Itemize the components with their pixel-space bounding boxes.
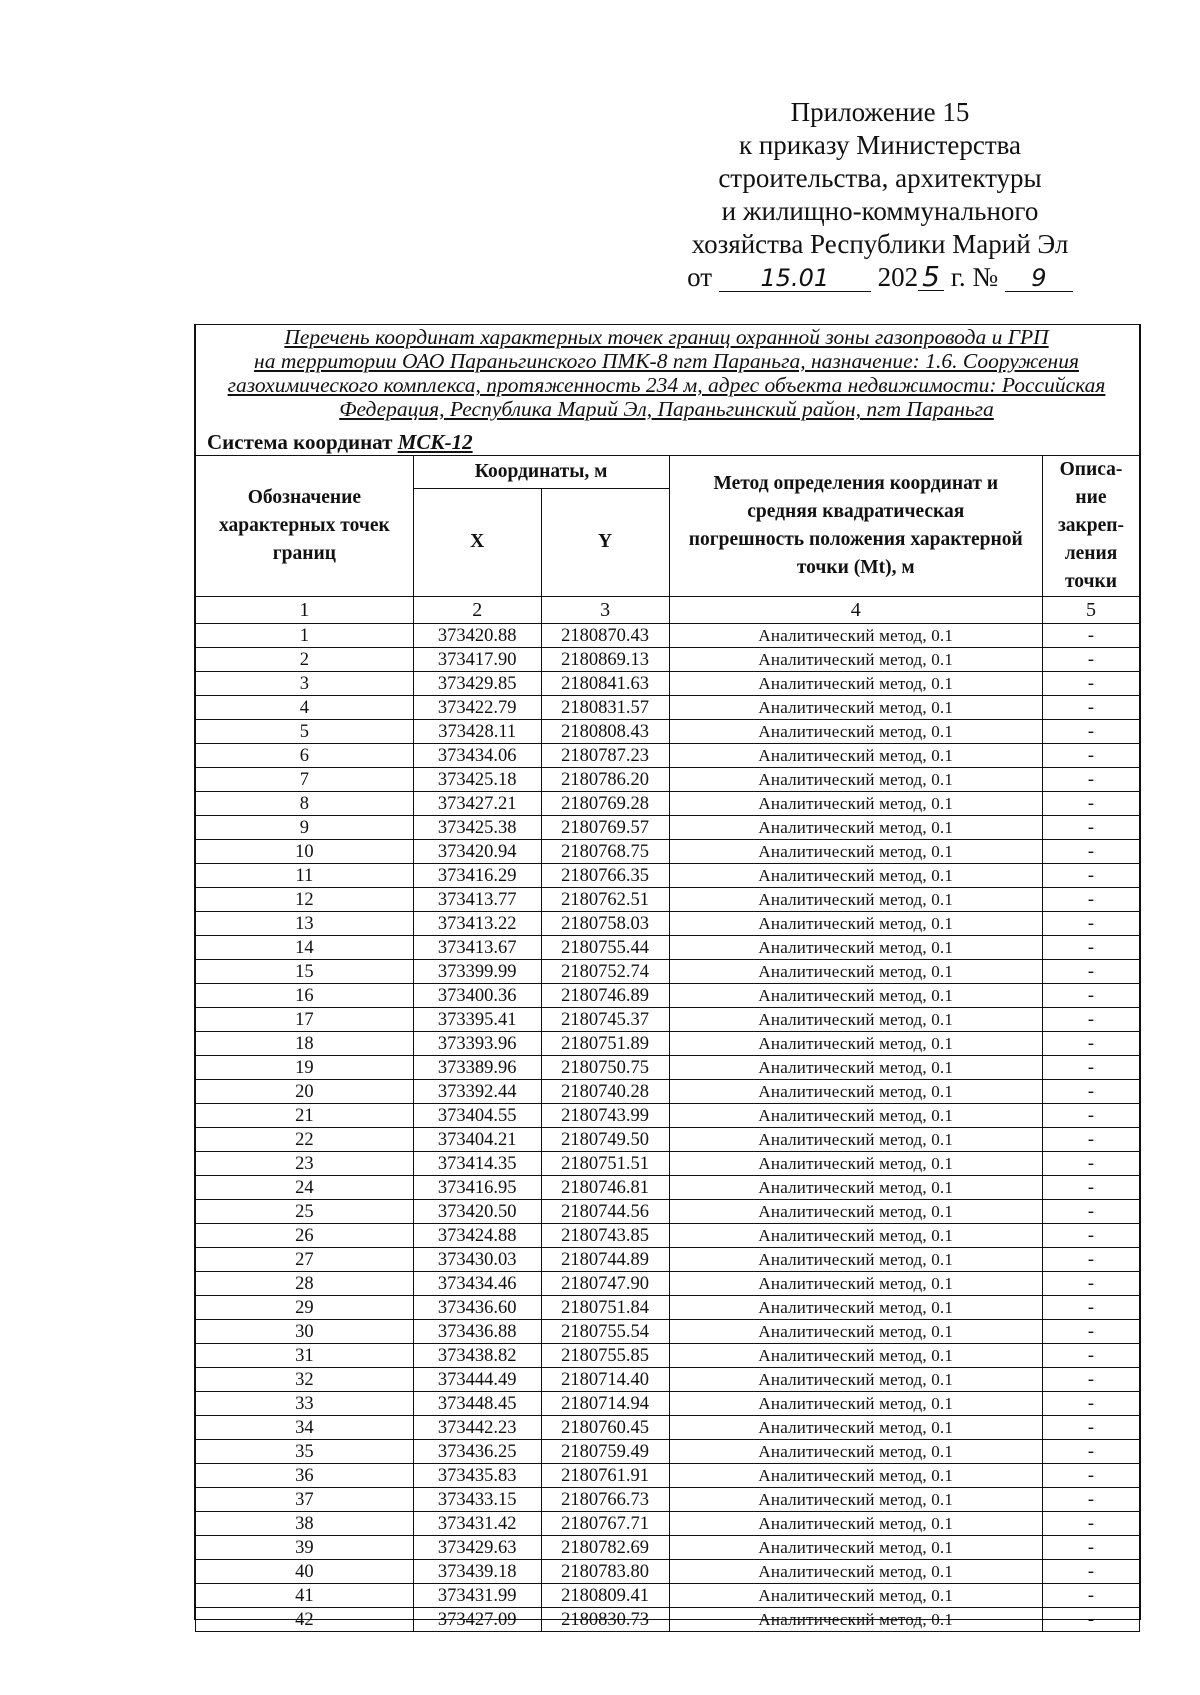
point-number-cell: 16 xyxy=(196,984,414,1008)
x-coordinate-cell: 373436.88 xyxy=(413,1320,541,1344)
y-coordinate-cell: 2180751.89 xyxy=(541,1032,669,1056)
description-cell: - xyxy=(1043,1008,1140,1032)
x-coordinate-cell: 373436.25 xyxy=(413,1440,541,1464)
y-coordinate-cell: 2180759.49 xyxy=(541,1440,669,1464)
method-cell: Аналитический метод, 0.1 xyxy=(669,1056,1042,1080)
x-coordinate-cell: 373404.21 xyxy=(413,1128,541,1152)
description-cell: - xyxy=(1043,1584,1140,1608)
y-coordinate-cell: 2180766.35 xyxy=(541,864,669,888)
point-number-cell: 6 xyxy=(196,744,414,768)
point-number-cell: 39 xyxy=(196,1536,414,1560)
order-year-handwritten: 5 xyxy=(918,264,944,291)
point-number-cell: 33 xyxy=(196,1392,414,1416)
column-number: 2 xyxy=(413,597,541,624)
table-row xyxy=(196,624,1140,648)
method-cell: Аналитический метод, 0.1 xyxy=(669,1512,1042,1536)
method-cell: Аналитический метод, 0.1 xyxy=(669,1440,1042,1464)
point-number-cell: 22 xyxy=(196,1128,414,1152)
point-number-cell: 25 xyxy=(196,1200,414,1224)
method-cell: Аналитический метод, 0.1 xyxy=(669,816,1042,840)
description-cell: - xyxy=(1043,1080,1140,1104)
description-cell: - xyxy=(1043,1512,1140,1536)
y-coordinate-cell: 2180751.84 xyxy=(541,1296,669,1320)
description-cell: - xyxy=(1043,1320,1140,1344)
title-line: Перечень координат характерных точек границ охранной зоны газопровода и ГРП xyxy=(284,325,1049,349)
x-coordinate-cell: 373424.88 xyxy=(413,1224,541,1248)
description-cell: - xyxy=(1043,1488,1140,1512)
x-coordinate-cell: 373416.95 xyxy=(413,1176,541,1200)
table-row xyxy=(196,1512,1140,1536)
point-number-cell: 24 xyxy=(196,1176,414,1200)
y-coordinate-cell: 2180870.43 xyxy=(541,624,669,648)
y-coordinate-cell: 2180760.45 xyxy=(541,1416,669,1440)
y-coordinate-cell: 2180752.74 xyxy=(541,960,669,984)
method-cell: Аналитический метод, 0.1 xyxy=(669,1152,1042,1176)
description-cell: - xyxy=(1043,960,1140,984)
table-row xyxy=(196,1272,1140,1296)
header-coordinates: Координаты, м xyxy=(413,456,669,489)
column-number: 5 xyxy=(1043,597,1140,624)
point-number-cell: 18 xyxy=(196,1032,414,1056)
method-cell: Аналитический метод, 0.1 xyxy=(669,936,1042,960)
x-coordinate-cell: 373439.18 xyxy=(413,1560,541,1584)
table-row xyxy=(196,720,1140,744)
method-cell: Аналитический метод, 0.1 xyxy=(669,1560,1042,1584)
method-cell: Аналитический метод, 0.1 xyxy=(669,1608,1042,1632)
y-coordinate-cell: 2180745.37 xyxy=(541,1008,669,1032)
method-cell: Аналитический метод, 0.1 xyxy=(669,744,1042,768)
appendix-line: к приказу Министерства xyxy=(738,130,1022,160)
y-coordinate-cell: 2180750.75 xyxy=(541,1056,669,1080)
point-number-cell: 5 xyxy=(196,720,414,744)
point-number-cell: 10 xyxy=(196,840,414,864)
column-number: 1 xyxy=(196,597,414,624)
point-number-cell: 4 xyxy=(196,696,414,720)
table-row xyxy=(196,1464,1140,1488)
method-cell: Аналитический метод, 0.1 xyxy=(669,792,1042,816)
method-cell: Аналитический метод, 0.1 xyxy=(669,1200,1042,1224)
table-row xyxy=(196,696,1140,720)
appendix-title: Приложение 15 xyxy=(790,97,970,127)
table-row xyxy=(196,1560,1140,1584)
order-from-prefix: от xyxy=(687,262,713,292)
description-cell: - xyxy=(1043,1560,1140,1584)
title-line: Федерация, Республика Марий Эл, Параньгинский район, пгт Параньга xyxy=(339,397,994,421)
method-cell: Аналитический метод, 0.1 xyxy=(669,1344,1042,1368)
description-cell: - xyxy=(1043,1056,1140,1080)
description-cell: - xyxy=(1043,1176,1140,1200)
y-coordinate-cell: 2180743.85 xyxy=(541,1224,669,1248)
point-number-cell: 29 xyxy=(196,1296,414,1320)
title-line: газохимического комплекса, протяженность 234 м, адрес объекта недвижимости: Российская xyxy=(227,373,1106,397)
y-coordinate-cell: 2180787.23 xyxy=(541,744,669,768)
y-coordinate-cell: 2180782.69 xyxy=(541,1536,669,1560)
x-coordinate-cell: 373436.60 xyxy=(413,1296,541,1320)
x-coordinate-cell: 373399.99 xyxy=(413,960,541,984)
table-row xyxy=(196,1080,1140,1104)
y-coordinate-cell: 2180809.41 xyxy=(541,1584,669,1608)
x-coordinate-cell: 373427.21 xyxy=(413,792,541,816)
x-coordinate-cell: 373444.49 xyxy=(413,1368,541,1392)
method-cell: Аналитический метод, 0.1 xyxy=(669,1416,1042,1440)
table-row xyxy=(196,744,1140,768)
method-cell: Аналитический метод, 0.1 xyxy=(669,1128,1042,1152)
method-cell: Аналитический метод, 0.1 xyxy=(669,672,1042,696)
method-cell: Аналитический метод, 0.1 xyxy=(669,912,1042,936)
y-coordinate-cell: 2180747.90 xyxy=(541,1272,669,1296)
method-cell: Аналитический метод, 0.1 xyxy=(669,1272,1042,1296)
description-cell: - xyxy=(1043,720,1140,744)
method-cell: Аналитический метод, 0.1 xyxy=(669,624,1042,648)
y-coordinate-cell: 2180831.57 xyxy=(541,696,669,720)
description-cell: - xyxy=(1043,1200,1140,1224)
point-number-cell: 32 xyxy=(196,1368,414,1392)
description-cell: - xyxy=(1043,912,1140,936)
table-row xyxy=(196,1320,1140,1344)
method-cell: Аналитический метод, 0.1 xyxy=(669,1320,1042,1344)
point-number-cell: 19 xyxy=(196,1056,414,1080)
description-cell: - xyxy=(1043,1104,1140,1128)
x-coordinate-cell: 373416.29 xyxy=(413,864,541,888)
table-row xyxy=(196,1008,1140,1032)
description-cell: - xyxy=(1043,1416,1140,1440)
method-cell: Аналитический метод, 0.1 xyxy=(669,840,1042,864)
point-number-cell: 7 xyxy=(196,768,414,792)
table-row xyxy=(196,1488,1140,1512)
y-coordinate-cell: 2180746.81 xyxy=(541,1176,669,1200)
method-cell: Аналитический метод, 0.1 xyxy=(669,768,1042,792)
table-row xyxy=(196,1296,1140,1320)
method-cell: Аналитический метод, 0.1 xyxy=(669,720,1042,744)
table-row xyxy=(196,1536,1140,1560)
x-coordinate-cell: 373429.85 xyxy=(413,672,541,696)
table-row xyxy=(196,840,1140,864)
table-row xyxy=(196,960,1140,984)
column-number: 4 xyxy=(669,597,1042,624)
order-year-prefix: 202 xyxy=(877,262,919,292)
x-coordinate-cell: 373392.44 xyxy=(413,1080,541,1104)
description-cell: - xyxy=(1043,696,1140,720)
point-number-cell: 17 xyxy=(196,1008,414,1032)
description-cell: - xyxy=(1043,864,1140,888)
y-coordinate-cell: 2180744.56 xyxy=(541,1200,669,1224)
description-cell: - xyxy=(1043,1224,1140,1248)
method-cell: Аналитический метод, 0.1 xyxy=(669,648,1042,672)
y-coordinate-cell: 2180769.57 xyxy=(541,816,669,840)
x-coordinate-cell: 373413.67 xyxy=(413,936,541,960)
table-row xyxy=(196,984,1140,1008)
x-coordinate-cell: 373448.45 xyxy=(413,1392,541,1416)
description-cell: - xyxy=(1043,1536,1140,1560)
method-cell: Аналитический метод, 0.1 xyxy=(669,984,1042,1008)
point-number-cell: 14 xyxy=(196,936,414,960)
table-row xyxy=(196,1224,1140,1248)
table-row xyxy=(196,1032,1140,1056)
method-cell: Аналитический метод, 0.1 xyxy=(669,696,1042,720)
y-coordinate-cell: 2180755.54 xyxy=(541,1320,669,1344)
x-coordinate-cell: 373429.63 xyxy=(413,1536,541,1560)
x-coordinate-cell: 373420.50 xyxy=(413,1200,541,1224)
table-row xyxy=(196,1440,1140,1464)
x-coordinate-cell: 373414.35 xyxy=(413,1152,541,1176)
x-coordinate-cell: 373434.46 xyxy=(413,1272,541,1296)
x-coordinate-cell: 373435.83 xyxy=(413,1464,541,1488)
x-coordinate-cell: 373430.03 xyxy=(413,1248,541,1272)
table-row xyxy=(196,1200,1140,1224)
method-cell: Аналитический метод, 0.1 xyxy=(669,1536,1042,1560)
description-cell: - xyxy=(1043,1440,1140,1464)
table-row xyxy=(196,792,1140,816)
point-number-cell: 8 xyxy=(196,792,414,816)
coordinates-table xyxy=(195,455,1140,1632)
point-number-cell: 11 xyxy=(196,864,414,888)
point-number-cell: 15 xyxy=(196,960,414,984)
description-cell: - xyxy=(1043,1128,1140,1152)
y-coordinate-cell: 2180768.75 xyxy=(541,840,669,864)
order-year-suffix: г. № xyxy=(950,262,999,292)
method-cell: Аналитический метод, 0.1 xyxy=(669,1464,1042,1488)
method-cell: Аналитический метод, 0.1 xyxy=(669,1224,1042,1248)
method-cell: Аналитический метод, 0.1 xyxy=(669,960,1042,984)
method-cell: Аналитический метод, 0.1 xyxy=(669,1248,1042,1272)
appendix-header xyxy=(640,96,1120,294)
header-point-designation: Обозначение характерных точек границ xyxy=(196,456,414,597)
column-number-row xyxy=(196,597,1140,624)
description-cell: - xyxy=(1043,816,1140,840)
x-coordinate-cell: 373400.36 xyxy=(413,984,541,1008)
title-line: на территории ОАО Параньгинского ПМК-8 пгт Параньга, назначение: 1.6. Сооружения xyxy=(254,349,1079,373)
description-cell: - xyxy=(1043,1368,1140,1392)
y-coordinate-cell: 2180749.50 xyxy=(541,1128,669,1152)
point-number-cell: 9 xyxy=(196,816,414,840)
method-cell: Аналитический метод, 0.1 xyxy=(669,1488,1042,1512)
x-coordinate-cell: 373422.79 xyxy=(413,696,541,720)
x-coordinate-cell: 373434.06 xyxy=(413,744,541,768)
point-number-cell: 12 xyxy=(196,888,414,912)
appendix-line: и жилищно-коммунального xyxy=(721,196,1039,226)
y-coordinate-cell: 2180869.13 xyxy=(541,648,669,672)
table-row xyxy=(196,1416,1140,1440)
y-coordinate-cell: 2180755.85 xyxy=(541,1344,669,1368)
table-row xyxy=(196,888,1140,912)
description-cell: - xyxy=(1043,1032,1140,1056)
y-coordinate-cell: 2180714.94 xyxy=(541,1392,669,1416)
table-row xyxy=(196,1104,1140,1128)
y-coordinate-cell: 2180761.91 xyxy=(541,1464,669,1488)
y-coordinate-cell: 2180767.71 xyxy=(541,1512,669,1536)
y-coordinate-cell: 2180830.73 xyxy=(541,1608,669,1632)
point-number-cell: 27 xyxy=(196,1248,414,1272)
y-coordinate-cell: 2180755.44 xyxy=(541,936,669,960)
table-row xyxy=(196,912,1140,936)
x-coordinate-cell: 373431.99 xyxy=(413,1584,541,1608)
x-coordinate-cell: 373393.96 xyxy=(413,1032,541,1056)
point-number-cell: 23 xyxy=(196,1152,414,1176)
method-cell: Аналитический метод, 0.1 xyxy=(669,1104,1042,1128)
description-cell: - xyxy=(1043,792,1140,816)
description-cell: - xyxy=(1043,648,1140,672)
order-number-handwritten: 9 xyxy=(1005,265,1073,292)
method-cell: Аналитический метод, 0.1 xyxy=(669,1368,1042,1392)
x-coordinate-cell: 373413.22 xyxy=(413,912,541,936)
y-coordinate-cell: 2180766.73 xyxy=(541,1488,669,1512)
x-coordinate-cell: 373433.15 xyxy=(413,1488,541,1512)
description-cell: - xyxy=(1043,840,1140,864)
x-coordinate-cell: 373420.88 xyxy=(413,624,541,648)
header-y: Y xyxy=(541,488,669,596)
y-coordinate-cell: 2180762.51 xyxy=(541,888,669,912)
table-row xyxy=(196,1128,1140,1152)
method-cell: Аналитический метод, 0.1 xyxy=(669,1584,1042,1608)
point-number-cell: 21 xyxy=(196,1104,414,1128)
y-coordinate-cell: 2180740.28 xyxy=(541,1080,669,1104)
appendix-line: хозяйства Республики Марий Эл xyxy=(691,229,1069,259)
table-row xyxy=(196,1176,1140,1200)
y-coordinate-cell: 2180808.43 xyxy=(541,720,669,744)
x-coordinate-cell: 373427.09 xyxy=(413,1608,541,1632)
description-cell: - xyxy=(1043,1608,1140,1632)
x-coordinate-cell: 373425.18 xyxy=(413,768,541,792)
method-cell: Аналитический метод, 0.1 xyxy=(669,864,1042,888)
point-number-cell: 37 xyxy=(196,1488,414,1512)
y-coordinate-cell: 2180746.89 xyxy=(541,984,669,1008)
table-row xyxy=(196,1584,1140,1608)
description-cell: - xyxy=(1043,1392,1140,1416)
point-number-cell: 40 xyxy=(196,1560,414,1584)
coordinate-system-label: Система координат xyxy=(207,430,393,454)
point-number-cell: 30 xyxy=(196,1320,414,1344)
coordinate-system-value: МСК-12 xyxy=(397,430,473,454)
x-coordinate-cell: 373425.38 xyxy=(413,816,541,840)
description-cell: - xyxy=(1043,1344,1140,1368)
point-number-cell: 36 xyxy=(196,1464,414,1488)
y-coordinate-cell: 2180841.63 xyxy=(541,672,669,696)
x-coordinate-cell: 373431.42 xyxy=(413,1512,541,1536)
y-coordinate-cell: 2180714.40 xyxy=(541,1368,669,1392)
table-row xyxy=(196,864,1140,888)
method-cell: Аналитический метод, 0.1 xyxy=(669,1392,1042,1416)
description-cell: - xyxy=(1043,768,1140,792)
table-row xyxy=(196,1392,1140,1416)
y-coordinate-cell: 2180744.89 xyxy=(541,1248,669,1272)
x-coordinate-cell: 373420.94 xyxy=(413,840,541,864)
point-number-cell: 35 xyxy=(196,1440,414,1464)
table-row xyxy=(196,1248,1140,1272)
point-number-cell: 2 xyxy=(196,648,414,672)
x-coordinate-cell: 373442.23 xyxy=(413,1416,541,1440)
point-number-cell: 34 xyxy=(196,1416,414,1440)
x-coordinate-cell: 373395.41 xyxy=(413,1008,541,1032)
table-row xyxy=(196,936,1140,960)
y-coordinate-cell: 2180783.80 xyxy=(541,1560,669,1584)
description-cell: - xyxy=(1043,984,1140,1008)
point-number-cell: 42 xyxy=(196,1608,414,1632)
x-coordinate-cell: 373438.82 xyxy=(413,1344,541,1368)
point-number-cell: 20 xyxy=(196,1080,414,1104)
y-coordinate-cell: 2180786.20 xyxy=(541,768,669,792)
table-title xyxy=(195,325,1138,426)
header-x: X xyxy=(413,488,541,596)
header-description: Описа-ние закреп-ления точки xyxy=(1043,456,1140,597)
point-number-cell: 1 xyxy=(196,624,414,648)
table-row xyxy=(196,1056,1140,1080)
description-cell: - xyxy=(1043,1152,1140,1176)
description-cell: - xyxy=(1043,744,1140,768)
description-cell: - xyxy=(1043,888,1140,912)
x-coordinate-cell: 373428.11 xyxy=(413,720,541,744)
header-method: Метод определения координат и средняя квадратическая погрешность положения характерной точки (Mt), м xyxy=(669,456,1042,597)
appendix-line: строительства, архитектуры xyxy=(718,163,1042,193)
description-cell: - xyxy=(1043,1248,1140,1272)
point-number-cell: 13 xyxy=(196,912,414,936)
x-coordinate-cell: 373417.90 xyxy=(413,648,541,672)
method-cell: Аналитический метод, 0.1 xyxy=(669,1176,1042,1200)
description-cell: - xyxy=(1043,1296,1140,1320)
description-cell: - xyxy=(1043,624,1140,648)
point-number-cell: 41 xyxy=(196,1584,414,1608)
table-row xyxy=(196,768,1140,792)
y-coordinate-cell: 2180751.51 xyxy=(541,1152,669,1176)
table-row xyxy=(196,1344,1140,1368)
y-coordinate-cell: 2180769.28 xyxy=(541,792,669,816)
point-number-cell: 3 xyxy=(196,672,414,696)
table-row xyxy=(196,816,1140,840)
x-coordinate-cell: 373404.55 xyxy=(413,1104,541,1128)
point-number-cell: 28 xyxy=(196,1272,414,1296)
point-number-cell: 38 xyxy=(196,1512,414,1536)
table-row xyxy=(196,1152,1140,1176)
point-number-cell: 31 xyxy=(196,1344,414,1368)
y-coordinate-cell: 2180743.99 xyxy=(541,1104,669,1128)
column-number: 3 xyxy=(541,597,669,624)
y-coordinate-cell: 2180758.03 xyxy=(541,912,669,936)
point-number-cell: 26 xyxy=(196,1224,414,1248)
table-row xyxy=(196,672,1140,696)
method-cell: Аналитический метод, 0.1 xyxy=(669,1032,1042,1056)
description-cell: - xyxy=(1043,672,1140,696)
order-date-handwritten: 15.01 xyxy=(719,265,871,292)
description-cell: - xyxy=(1043,1464,1140,1488)
x-coordinate-cell: 373389.96 xyxy=(413,1056,541,1080)
method-cell: Аналитический метод, 0.1 xyxy=(669,888,1042,912)
description-cell: - xyxy=(1043,1272,1140,1296)
method-cell: Аналитический метод, 0.1 xyxy=(669,1080,1042,1104)
table-row xyxy=(196,648,1140,672)
x-coordinate-cell: 373413.77 xyxy=(413,888,541,912)
method-cell: Аналитический метод, 0.1 xyxy=(669,1008,1042,1032)
order-date-line xyxy=(640,261,1120,294)
coordinate-system xyxy=(207,430,473,455)
method-cell: Аналитический метод, 0.1 xyxy=(669,1296,1042,1320)
description-cell: - xyxy=(1043,936,1140,960)
table-row xyxy=(196,1368,1140,1392)
table-row xyxy=(196,1608,1140,1632)
